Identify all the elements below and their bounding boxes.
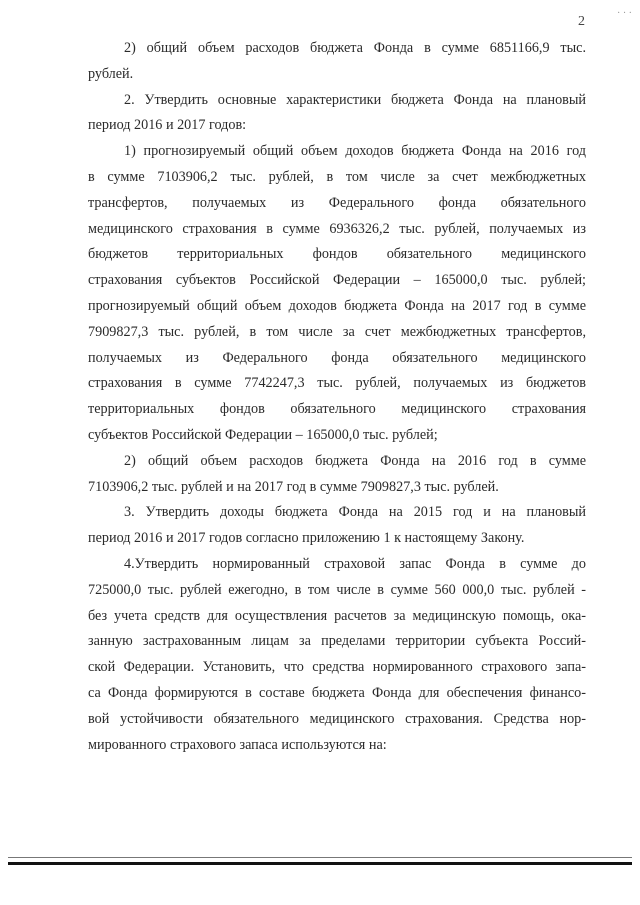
text-line: ской Федерации. Установить, что средства нормированного страхового запа- — [88, 659, 586, 676]
text-line: бюджетов территориальных фондов обязательного медицинского — [88, 246, 586, 263]
text-line: 7103906,2 тыс. рублей и на 2017 год в сумме 7909827,3 тыс. рублей. — [88, 478, 499, 495]
text-line: медицинского страхования в сумме 6936326,2 тыс. рублей, получаемых из — [88, 220, 586, 237]
text-line: 725000,0 тыс. рублей ежегодно, в том числе в сумме 560 000,0 тыс. рублей - — [88, 581, 586, 598]
text-line: страхования субъектов Российской Федерации – 165000,0 тыс. рублей; — [88, 272, 586, 289]
text-line: 4.Утвердить нормированный страховой запас Фонда в сумме до — [124, 555, 586, 572]
text-line: страхования в сумме 7742247,3 тыс. рублей, получаемых из бюджетов — [88, 375, 586, 392]
text-line: субъектов Российской Федерации – 165000,0 тыс. рублей; — [88, 426, 438, 443]
text-line: мированного страхового запаса используются на: — [88, 736, 387, 753]
document-body — [88, 36, 586, 758]
text-line: 1) прогнозируемый общий объем доходов бюджета Фонда на 2016 год — [124, 143, 586, 160]
text-line: са Фонда формируются в составе бюджета Фонда для обеспечения финансо- — [88, 684, 586, 701]
scan-corner-mark: · · · — [617, 8, 632, 19]
text-line: период 2016 и 2017 годов: — [88, 117, 247, 134]
text-line: в сумме 7103906,2 тыс. рублей, в том числе за счет межбюджетных — [88, 168, 586, 185]
text-line: получаемых из Федерального фонда обязательного медицинского — [88, 349, 586, 366]
text-line: занную застрахованным лицам за пределами территории субъекта Россий- — [88, 633, 586, 650]
page-number: 2 — [578, 14, 585, 29]
text-line: территориальных фондов обязательного медицинского страхования — [88, 401, 586, 418]
text-line: без учета средств для осуществления расчетов за медицинскую помощь, ока- — [88, 607, 586, 624]
text-line: 7909827,3 тыс. рублей, в том числе за счет межбюджетных трансфертов, — [88, 323, 586, 340]
text-line: рублей. — [88, 65, 134, 82]
text-line: вой устойчивости обязательного медицинского страхования. Средства нор- — [88, 710, 586, 727]
text-line: 2. Утвердить основные характеристики бюджета Фонда на плановый — [124, 91, 586, 108]
footer-divider-thin — [8, 857, 632, 858]
text-line: 3. Утвердить доходы бюджета Фонда на 2015 год и на плановый — [124, 504, 586, 521]
text-line: прогнозируемый общий объем доходов бюджета Фонда на 2017 год в сумме — [88, 297, 586, 314]
footer-divider — [8, 862, 632, 865]
text-line: трансфертов, получаемых из Федерального фонда обязательного — [88, 194, 586, 211]
text-line: период 2016 и 2017 годов согласно приложению 1 к настоящему Закону. — [88, 530, 525, 547]
text-line: 2) общий объем расходов бюджета Фонда в сумме 6851166,9 тыс. — [124, 40, 586, 56]
text-line: 2) общий объем расходов бюджета Фонда на 2016 год в сумме — [124, 452, 586, 469]
